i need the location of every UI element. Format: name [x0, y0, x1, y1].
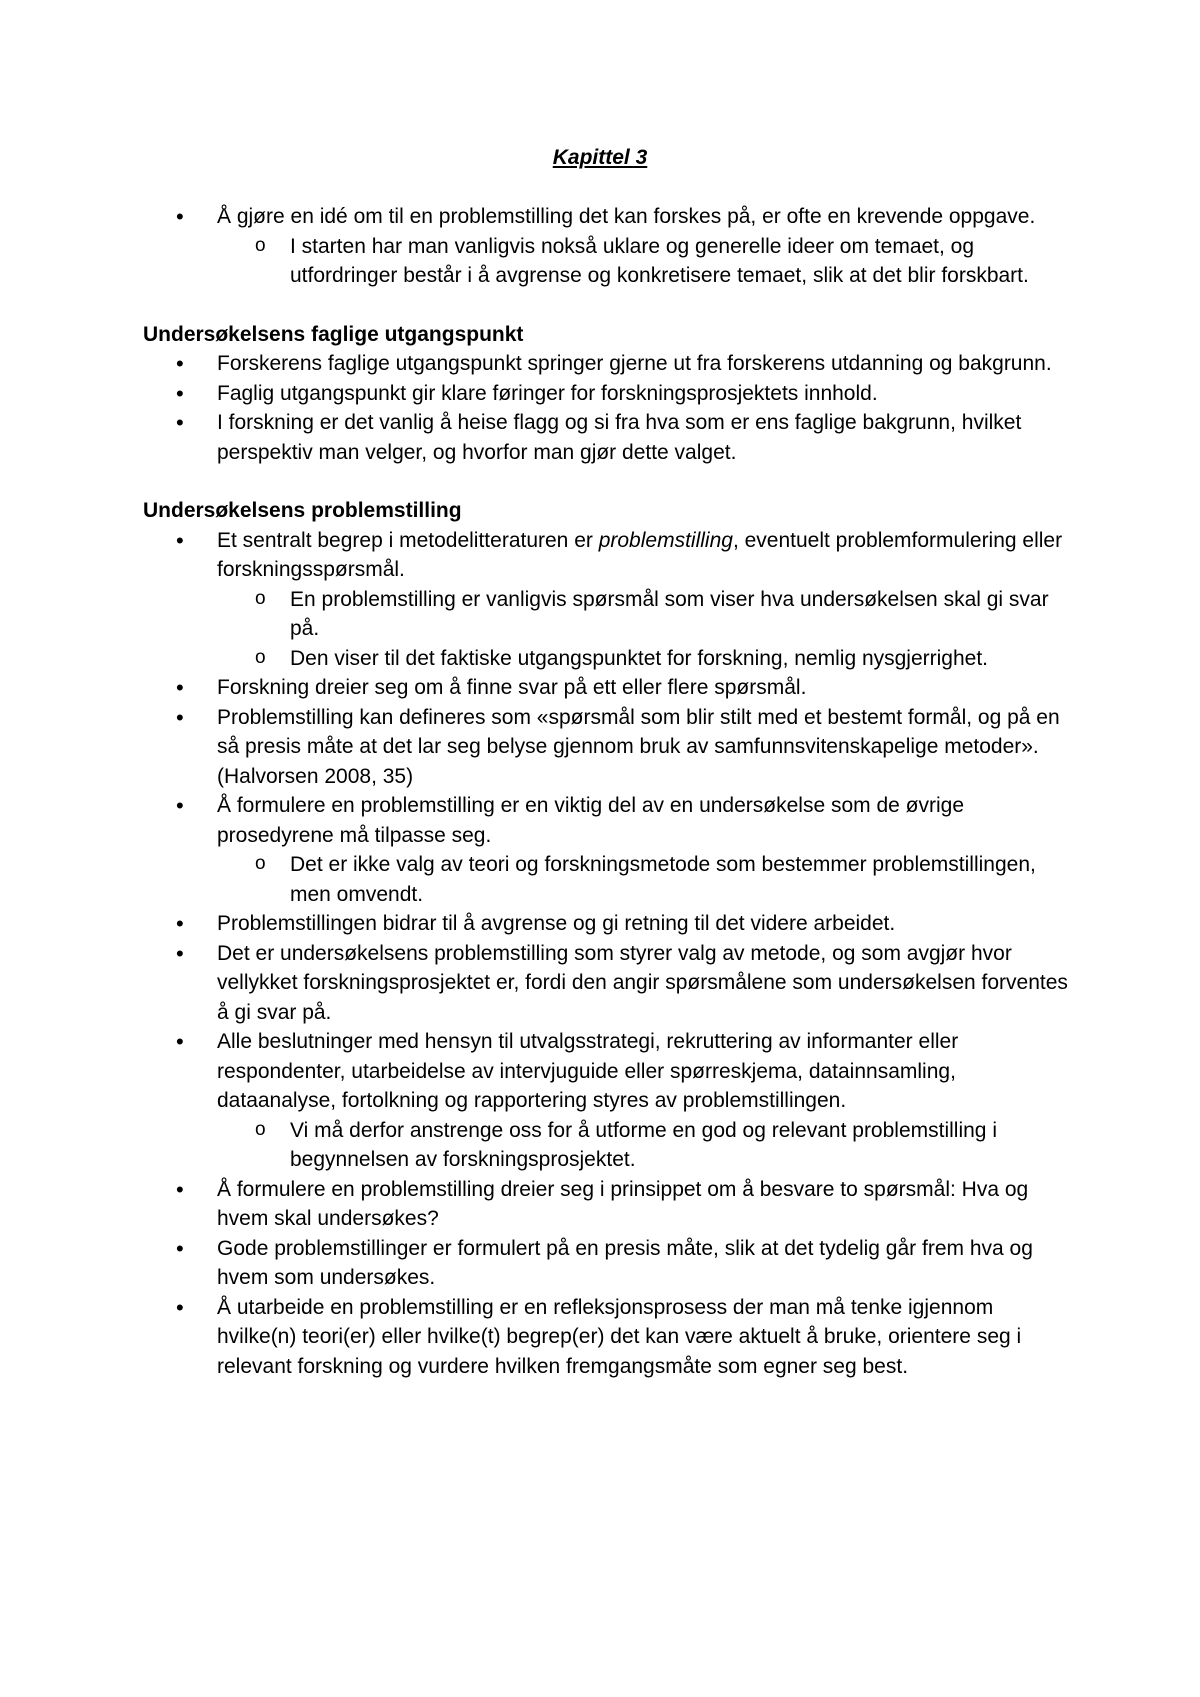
list-item: • Å gjøre en idé om til en problemstilling det kan forskes på, er ofte en krevende oppgave. — [143, 202, 1073, 232]
sub-list-item: o I starten har man vanligvis nokså uklare og generelle ideer om temaet, og utfordringer består i å avgrense og konkretisere temaet, slik at det blir forskbart. — [143, 232, 1073, 291]
text-run: , eventuelt problemformulering eller forskningsspørsmål. — [217, 528, 1063, 581]
list-item: • Forskerens faglige utgangspunkt springer gjerne ut fra forskerens utdanning og bakgrunn. — [143, 349, 1073, 379]
list-item: • Gode problemstillinger er formulert på en presis måte, slik at det tydelig går frem hva og hvem som undersøkes. — [143, 1234, 1073, 1293]
list-item: • Faglig utgangspunkt gir klare føringer for forskningsprosjektets innhold. — [143, 379, 1073, 409]
sub-list-item: o En problemstilling er vanligvis spørsmål som viser hva undersøkelsen skal gi svar på. — [143, 585, 1073, 644]
section2-list — [143, 526, 1073, 1382]
intro-list — [143, 202, 1073, 291]
list-item: • Det er undersøkelsens problemstilling som styrer valg av metode, og som avgjør hvor vellykket forskningsprosjektet er, fordi den angir spørsmålene som undersøkelsen forventes å gi svar på. — [143, 939, 1073, 1028]
section-heading-problemstilling: Undersøkelsens problemstilling — [143, 499, 462, 522]
list-item: • Å formulere en problemstilling er en viktig del av en undersøkelse som de øvrige prosedyrene må tilpasse seg. — [143, 791, 1073, 850]
list-item: • Problemstillingen bidrar til å avgrense og gi retning til det videre arbeidet. — [143, 909, 1073, 939]
section1-list — [143, 349, 1073, 467]
list-item: • Å formulere en problemstilling dreier seg i prinsippet om å besvare to spørsmål: Hva og hvem skal undersøkes? — [143, 1175, 1073, 1234]
text-run: Et sentralt begrep i metodelitteraturen er — [217, 528, 599, 552]
sub-list-item: o Den viser til det faktiske utgangspunktet for forskning, nemlig nysgjerrighet. — [143, 644, 1073, 674]
document-body — [143, 202, 1073, 1381]
list-item: • Alle beslutninger med hensyn til utvalgsstrategi, rekruttering av informanter eller respondenter, utarbeidelse av intervjuguide eller spørreskjema, datainnsamling, dataanalyse, fortolkning og rapportering styres av problemstillingen. — [143, 1027, 1073, 1116]
list-item: • Å utarbeide en problemstilling er en refleksjonsprosess der man må tenke igjennom hvilke(n) teori(er) eller hvilke(t) begrep(er) det kan være aktuelt å bruke, orientere seg i relevant forskning og vurdere hvilken fremgangsmåte som egner seg best. — [143, 1293, 1073, 1382]
section-heading-faglige: Undersøkelsens faglige utgangspunkt — [143, 322, 524, 346]
list-item — [143, 526, 1073, 585]
list-item: • I forskning er det vanlig å heise flagg og si fra hva som er ens faglige bakgrunn, hvilket perspektiv man velger, og hvorfor man gjør dette valget. — [143, 408, 1073, 467]
page-title: Kapittel 3 — [552, 146, 648, 169]
list-item: • Problemstilling kan defineres som «spørsmål som blir stilt med et bestemt formål, og på en så presis måte at det lar seg belyse gjennom bruk av samfunnsvitenskapelige metoder». (Halvorsen 2008, 35) — [143, 703, 1073, 792]
sub-list-item: o Det er ikke valg av teori og forskningsmetode som bestemmer problemstillingen, men omvendt. — [143, 850, 1073, 909]
emphasis-term: problemstilling — [598, 528, 733, 552]
sub-list-item: o Vi må derfor anstrenge oss for å utforme en god og relevant problemstilling i begynnelsen av forskningsprosjektet. — [143, 1116, 1073, 1175]
list-item: • Forskning dreier seg om å finne svar på ett eller flere spørsmål. — [143, 673, 1073, 703]
